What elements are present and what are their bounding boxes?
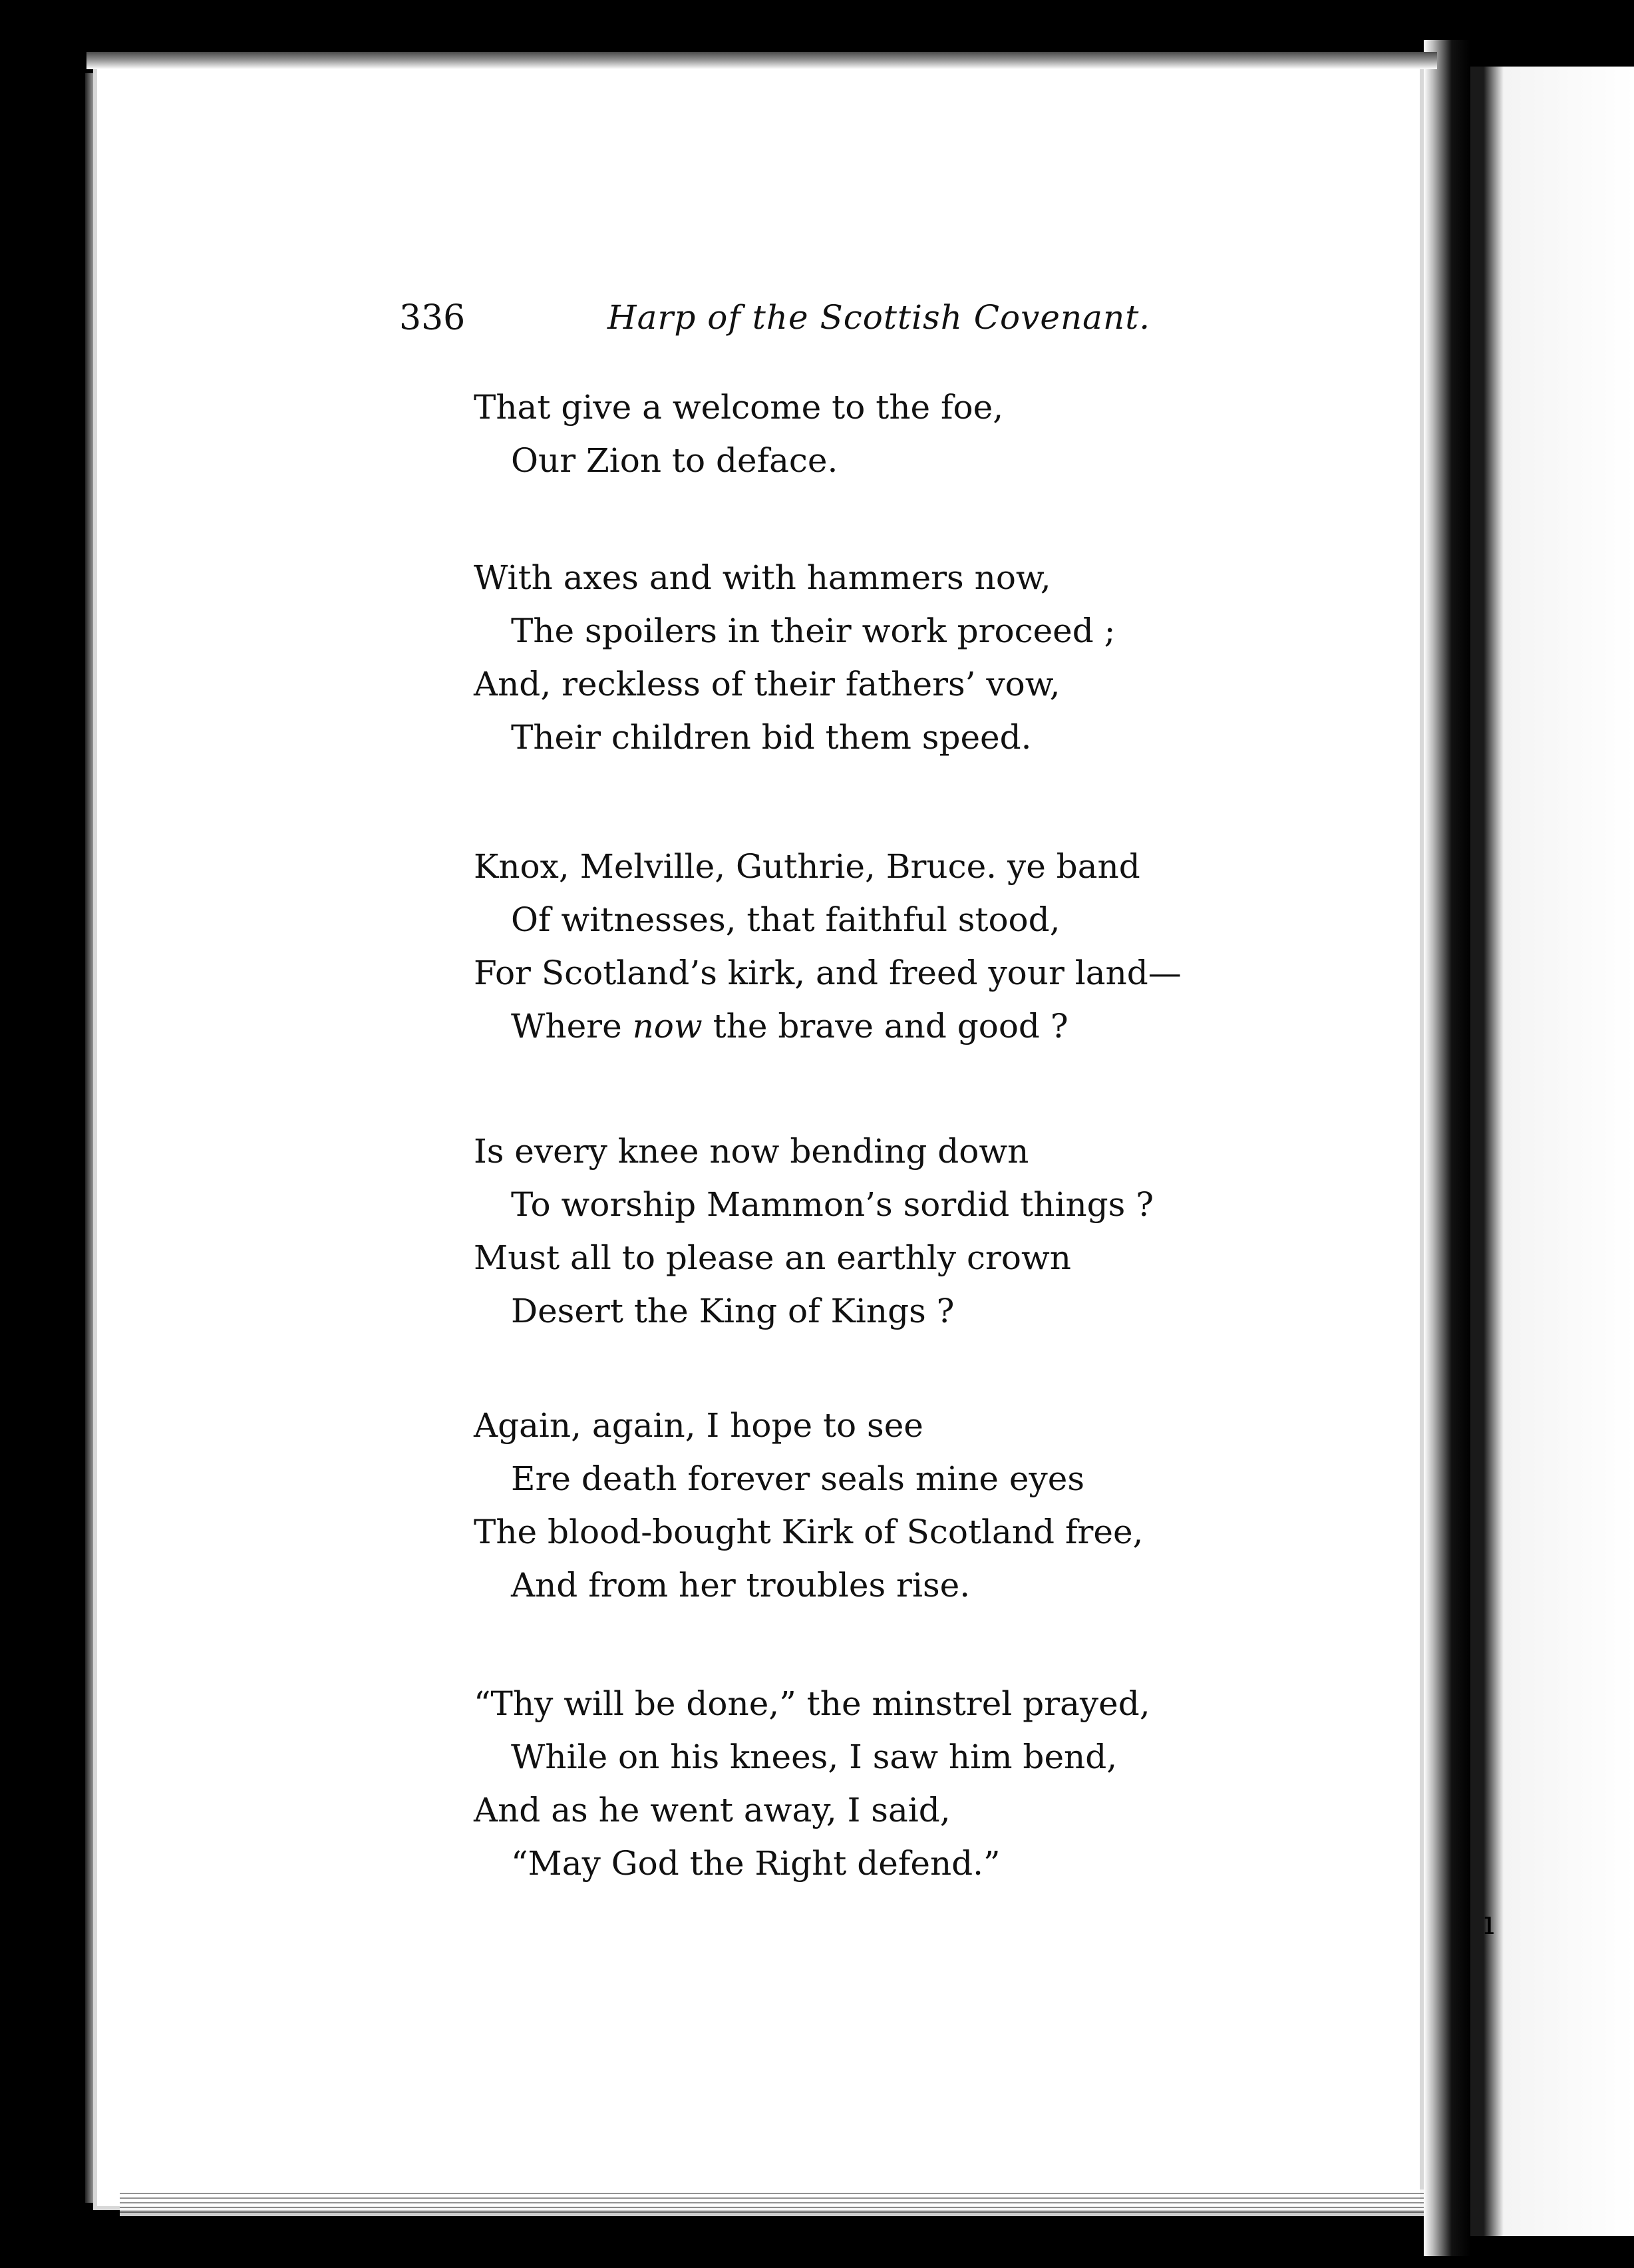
poem-line: For Scotland’s kirk, and freed your land—	[474, 954, 1182, 992]
poem-line: Again, again, I hope to see	[474, 1406, 923, 1445]
poem-line: Their children bid them speed.	[511, 718, 1032, 757]
poem-line: That give a welcome to the foe,	[474, 388, 1004, 427]
book-gutter	[1424, 40, 1470, 2256]
poem-line	[511, 1006, 1068, 1046]
margin-mark: ı	[1484, 1903, 1494, 1942]
running-title: Harp of the Scottish Covenant.	[607, 298, 1151, 337]
poem-line: With axes and with hammers now,	[474, 558, 1051, 597]
poem	[474, 0, 1272, 2268]
poem-line-text: Where	[511, 1007, 633, 1045]
italic-word: now	[632, 1007, 703, 1045]
poem-line: Is every knee now bending down	[474, 1132, 1029, 1171]
poem-line-text: the brave and good ?	[702, 1007, 1068, 1045]
poem-line: “May God the Right defend.”	[511, 1844, 1001, 1883]
poem-line: And as he went away, I said,	[474, 1791, 951, 1829]
poem-line: And from her troubles rise.	[511, 1566, 971, 1605]
poem-line: The spoilers in their work proceed ;	[511, 612, 1116, 650]
poem-line: And, reckless of their fathers’ vow,	[474, 665, 1061, 703]
poem-line: “Thy will be done,” the minstrel prayed,	[474, 1684, 1150, 1723]
poem-line: While on his knees, I saw him bend,	[511, 1738, 1118, 1776]
poem-line: To worship Mammon’s sordid things ?	[511, 1185, 1154, 1224]
poem-line: Of witnesses, that faithful stood,	[511, 900, 1061, 939]
poem-line: Must all to please an earthly crown	[474, 1238, 1071, 1277]
poem-line: Our Zion to deface.	[511, 441, 838, 480]
poem-line: Desert the King of Kings ?	[511, 1292, 955, 1330]
poem-line: Knox, Melville, Guthrie, Bruce. ye band	[474, 847, 1140, 886]
page-number: 336	[399, 298, 466, 338]
poem-line: Ere death forever seals mine eyes	[511, 1459, 1084, 1498]
poem-line: The blood-bought Kirk of Scotland free,	[474, 1513, 1144, 1551]
